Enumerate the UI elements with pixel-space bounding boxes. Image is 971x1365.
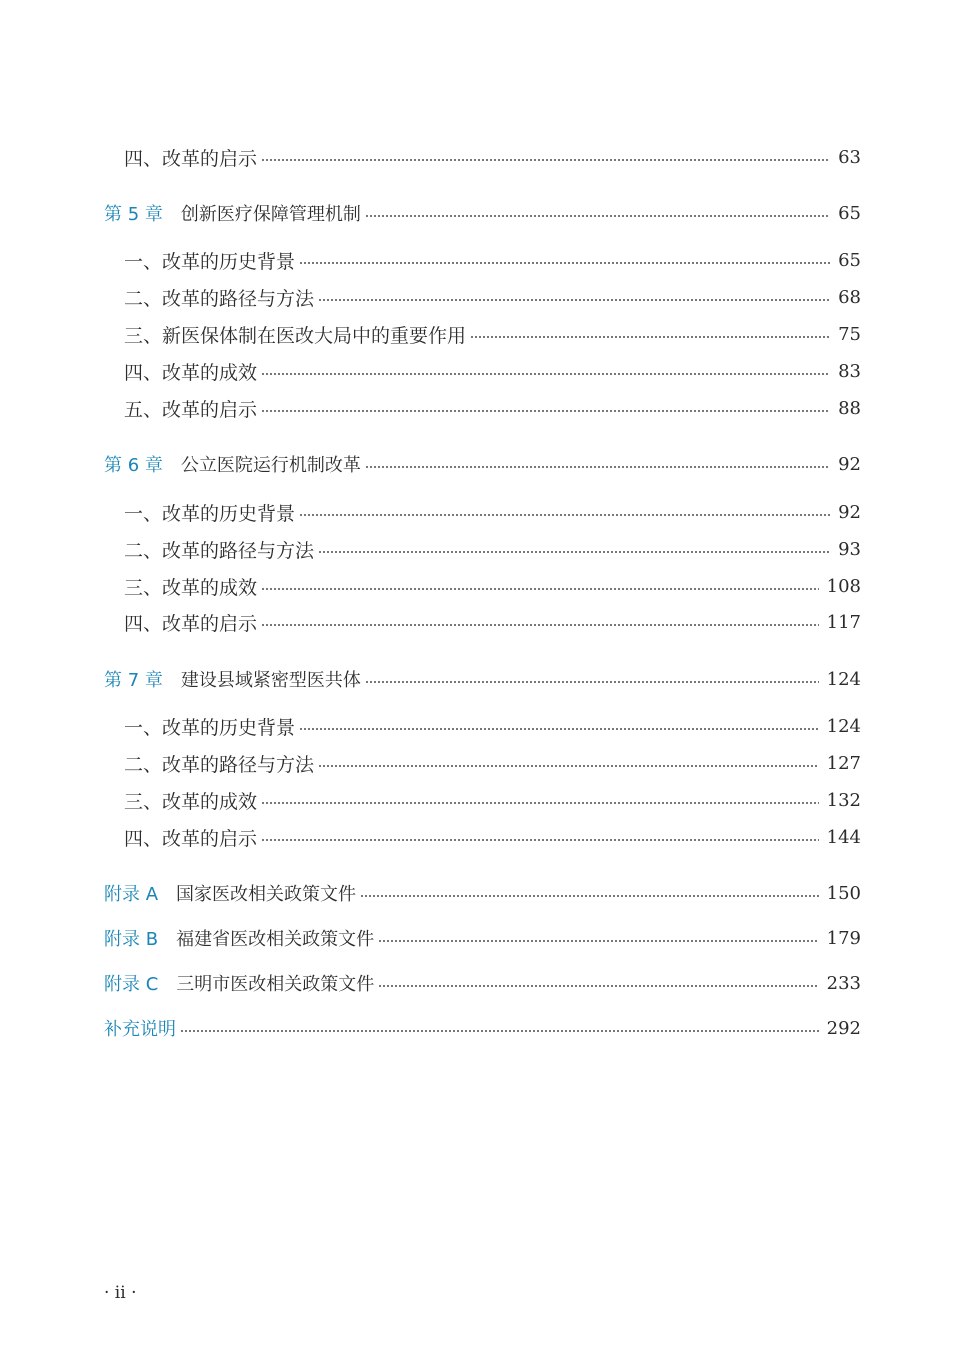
dot-leader <box>180 1030 819 1032</box>
toc-page-number: 150 <box>826 882 861 904</box>
toc-entry-title: 创新医疗保障管理机制 <box>180 204 361 225</box>
toc-entry-title: 四、改革的启示 <box>124 612 258 635</box>
dot-leader <box>261 588 819 590</box>
toc-section-entry[interactable] <box>124 571 861 601</box>
dot-leader <box>365 215 830 217</box>
toc-section-entry[interactable] <box>124 534 861 564</box>
toc-entry-title: 公立医院运行机制改革 <box>180 455 361 476</box>
toc-entry-title: 建设县域紧密型医共体 <box>180 670 361 691</box>
toc-entry-label: 第 5 章 <box>104 204 163 225</box>
dot-leader <box>318 765 819 767</box>
toc-entry-label: 附录 B <box>104 929 159 950</box>
toc-section-entry[interactable] <box>124 142 861 172</box>
toc-page-number: 292 <box>826 1017 861 1039</box>
toc-page-number: 108 <box>826 575 861 597</box>
dot-leader <box>261 839 819 841</box>
dot-leader <box>378 940 819 942</box>
toc-page-number: 117 <box>826 611 861 633</box>
dot-leader <box>360 895 819 897</box>
dot-leader <box>261 802 819 804</box>
toc-section-entry[interactable] <box>124 607 861 637</box>
dot-leader <box>261 373 830 375</box>
dot-leader <box>318 551 830 553</box>
toc-chapter-entry[interactable] <box>104 449 861 479</box>
toc-entry-title: 二、改革的路径与方法 <box>124 539 315 562</box>
toc-entry-title: 四、改革的启示 <box>124 147 258 170</box>
toc-entry-title: 一、改革的历史背景 <box>124 250 296 273</box>
toc-entry-title: 五、改革的启示 <box>124 398 258 421</box>
toc-entry-label: 附录 A <box>104 884 159 905</box>
toc-entry-title: 四、改革的成效 <box>124 361 258 384</box>
toc-section-entry[interactable] <box>124 319 861 349</box>
toc-section-entry[interactable] <box>124 393 861 423</box>
toc-page-number: 65 <box>838 249 861 271</box>
dot-leader <box>318 299 830 301</box>
toc-entry-label: 补充说明 <box>104 1019 176 1040</box>
toc-entry-title: 国家医改相关政策文件 <box>176 884 357 905</box>
toc-entry-label: 第 6 章 <box>104 455 163 476</box>
toc-page-number: 124 <box>826 715 861 737</box>
toc-entry-title: 福建省医改相关政策文件 <box>176 929 375 950</box>
dot-leader <box>261 410 830 412</box>
toc-page-number: 124 <box>826 668 861 690</box>
toc-entry-title: 三明市医改相关政策文件 <box>176 974 375 995</box>
toc-page-number: 92 <box>838 501 861 523</box>
page-folio: · ii · <box>104 1283 137 1303</box>
toc-page-number: 179 <box>826 927 861 949</box>
toc-chapter-entry[interactable] <box>104 923 861 953</box>
dot-leader <box>299 262 830 264</box>
toc-entry-title: 一、改革的历史背景 <box>124 502 296 525</box>
toc-entry-title: 二、改革的路径与方法 <box>124 753 315 776</box>
toc-chapter-entry[interactable] <box>104 878 861 908</box>
dot-leader <box>365 681 819 683</box>
dot-leader <box>261 624 819 626</box>
toc-chapter-entry[interactable] <box>104 1013 861 1043</box>
toc-entry-title: 四、改革的启示 <box>124 827 258 850</box>
toc-page-number: 68 <box>838 286 861 308</box>
toc-page-number: 63 <box>838 146 861 168</box>
toc-chapter-entry[interactable] <box>104 198 861 228</box>
toc-section-entry[interactable] <box>124 785 861 815</box>
toc-entry-label: 附录 C <box>104 974 159 995</box>
toc-page-number: 75 <box>838 323 861 345</box>
toc-entry-title: 三、新医保体制在医改大局中的重要作用 <box>124 324 467 347</box>
toc-entry-title: 一、改革的历史背景 <box>124 716 296 739</box>
toc-section-entry[interactable] <box>124 497 861 527</box>
toc-page-number: 65 <box>838 202 861 224</box>
dot-leader <box>299 514 830 516</box>
toc-section-entry[interactable] <box>124 711 861 741</box>
dot-leader <box>299 728 819 730</box>
dot-leader <box>261 159 830 161</box>
toc-section-entry[interactable] <box>124 748 861 778</box>
toc-chapter-entry[interactable] <box>104 968 861 998</box>
toc-entry-title: 三、改革的成效 <box>124 790 258 813</box>
toc-chapter-entry[interactable] <box>104 664 861 694</box>
toc-entry-label: 第 7 章 <box>104 670 163 691</box>
toc-section-entry[interactable] <box>124 356 861 386</box>
dot-leader <box>378 985 818 987</box>
toc-section-entry[interactable] <box>124 245 861 275</box>
toc-page-number: 92 <box>838 453 861 475</box>
toc-entry-title: 二、改革的路径与方法 <box>124 287 315 310</box>
toc-page-number: 127 <box>826 752 861 774</box>
toc-page-number: 233 <box>826 972 861 994</box>
toc-page-number: 144 <box>826 826 861 848</box>
toc-section-entry[interactable] <box>124 822 861 852</box>
toc-section-entry[interactable] <box>124 282 861 312</box>
toc-page-number: 93 <box>838 538 861 560</box>
dot-leader <box>365 466 830 468</box>
dot-leader <box>470 336 830 338</box>
toc-page-number: 132 <box>826 789 861 811</box>
toc-page-number: 88 <box>838 397 861 419</box>
toc-page-number: 83 <box>838 360 861 382</box>
toc-entry-title: 三、改革的成效 <box>124 576 258 599</box>
